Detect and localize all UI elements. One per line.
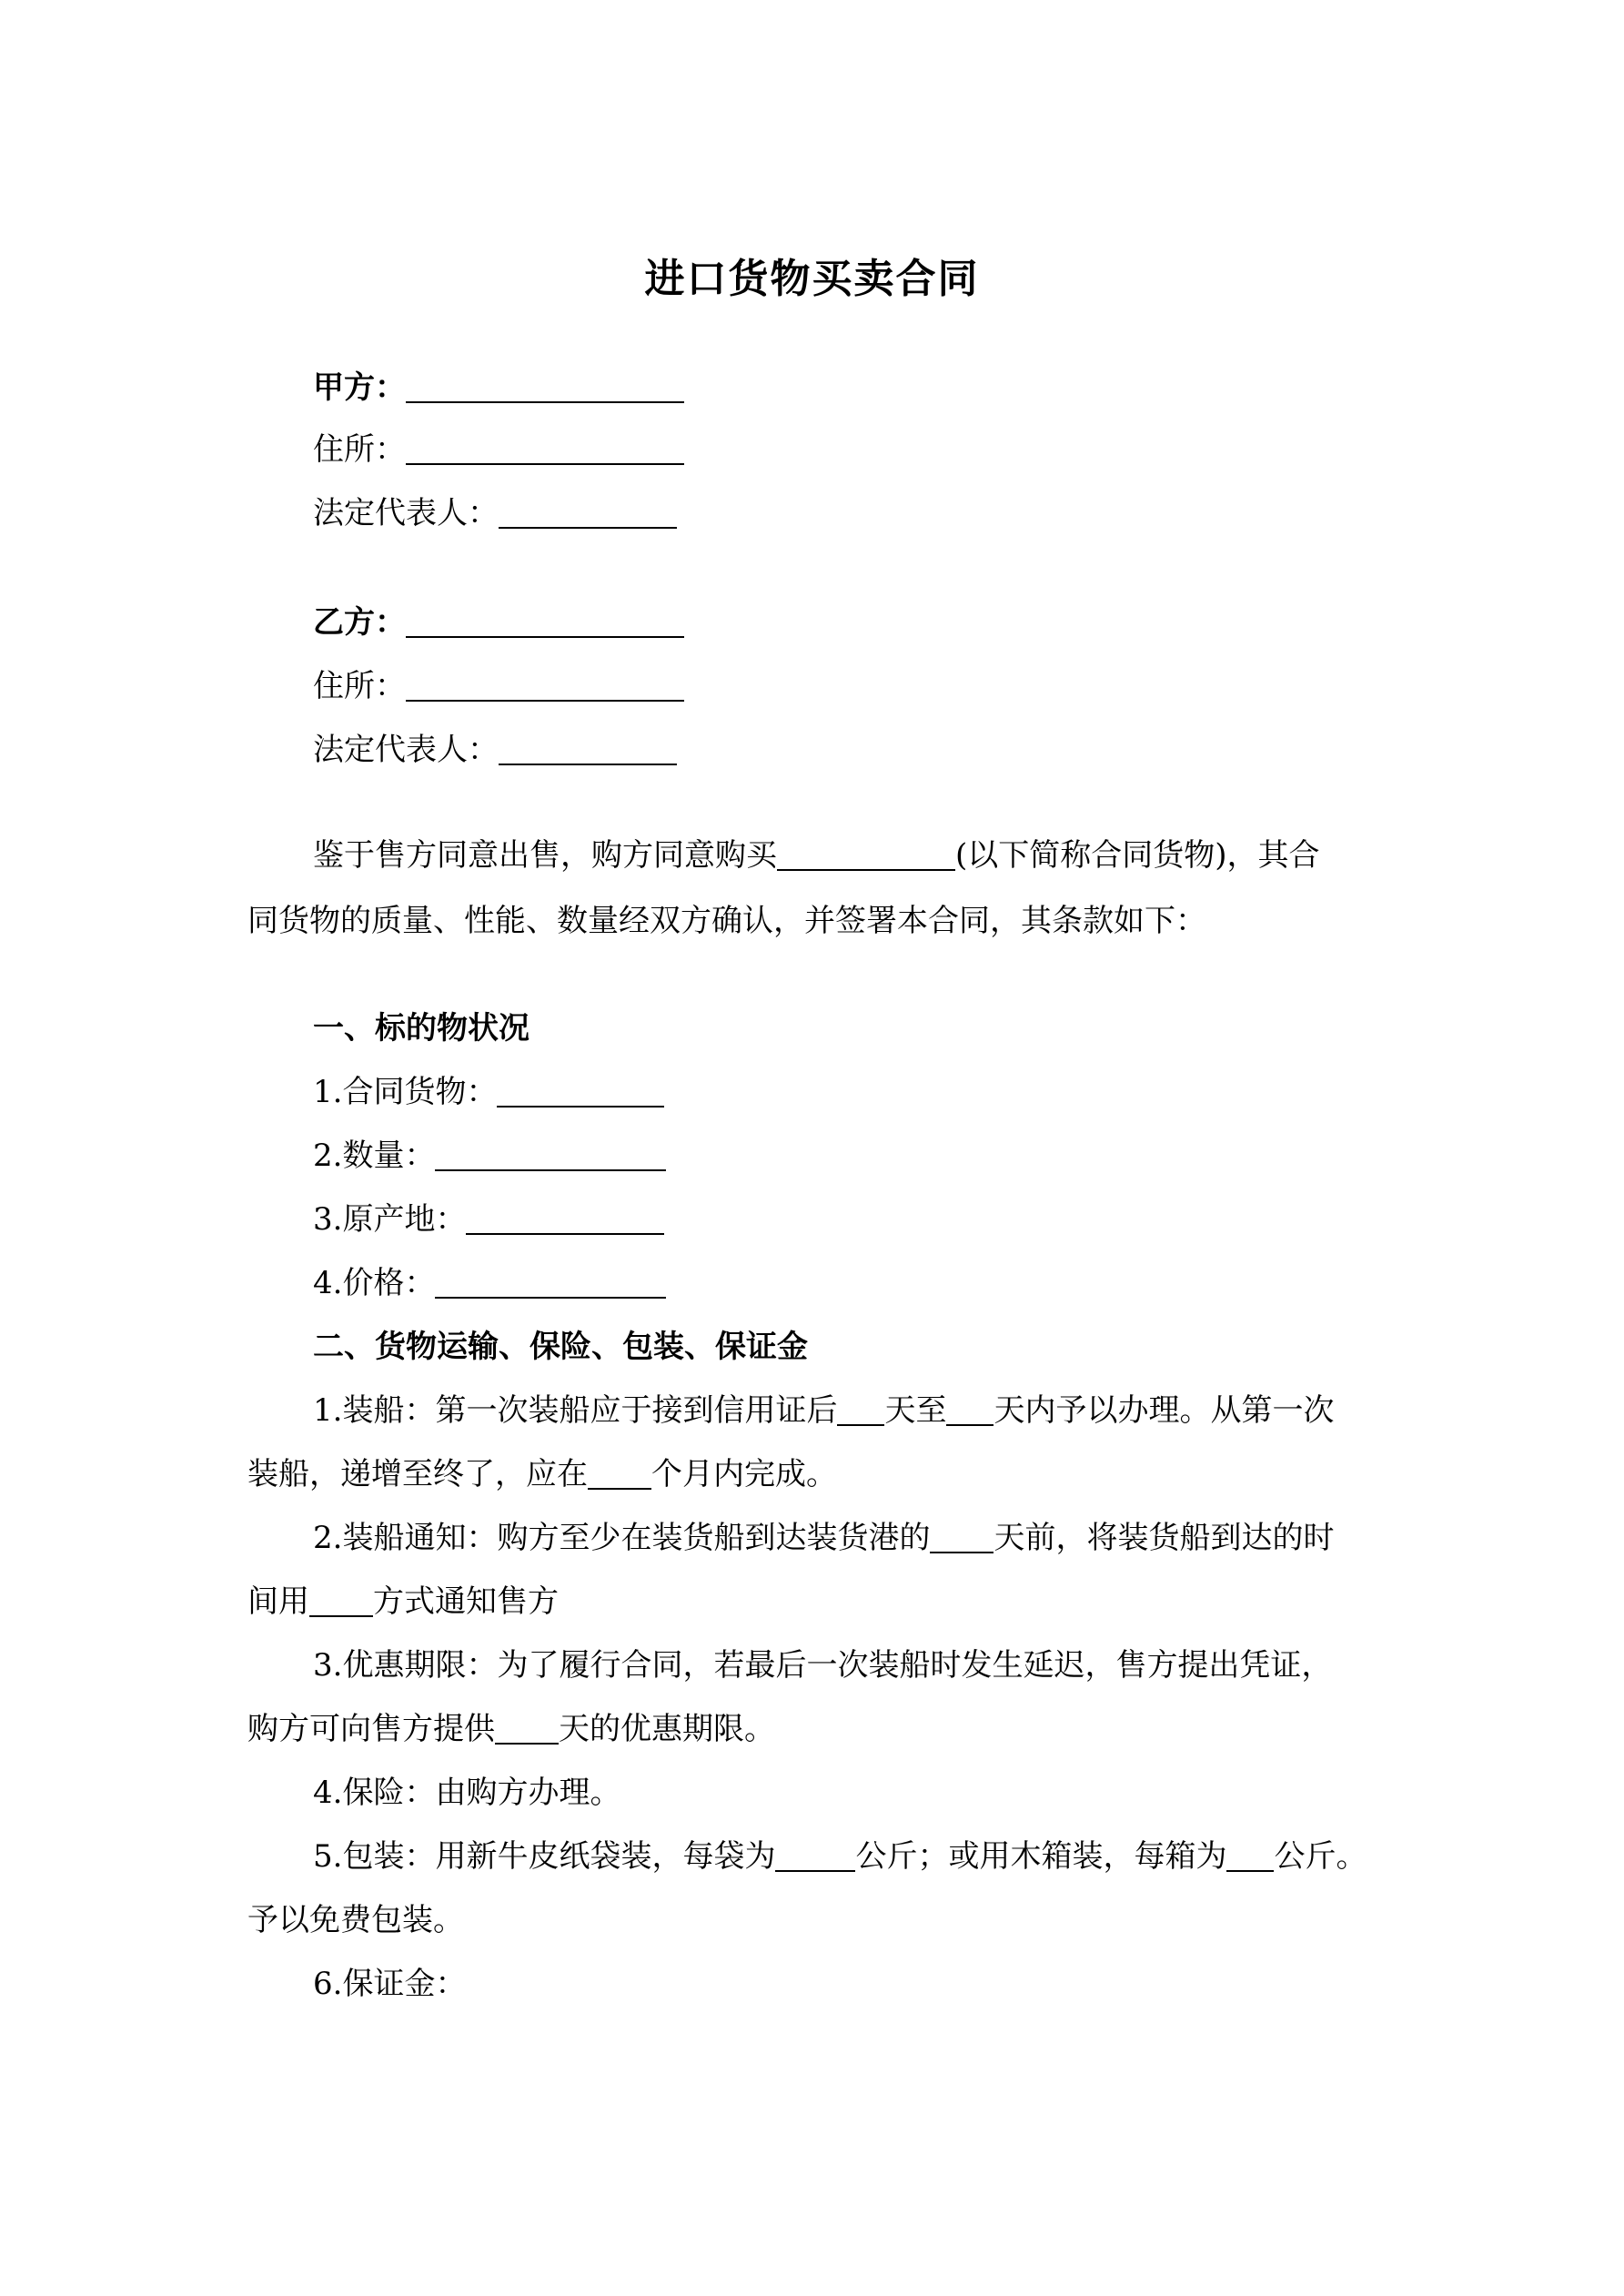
party-b-rep-blank[interactable] — [499, 733, 677, 765]
party-a-address-blank[interactable] — [406, 432, 684, 465]
shipping-item-line2 — [247, 1452, 837, 1496]
section1-item-price-label: 4.价格： — [313, 1265, 436, 1301]
packing-text-c: 公斤。 — [1274, 1838, 1367, 1875]
party-a-rep-line — [313, 491, 677, 535]
section1-item-goods — [313, 1070, 664, 1114]
party-b-address-line — [313, 664, 684, 708]
section1-heading: 一、标的物状况 — [313, 1010, 530, 1047]
shipping-days-from-blank[interactable] — [837, 1393, 884, 1426]
quantity-blank[interactable] — [435, 1138, 666, 1171]
origin-blank[interactable] — [466, 1202, 664, 1235]
party-a-address-label: 住所： — [313, 431, 406, 468]
section1-item-price — [313, 1261, 666, 1305]
shipping-text-e: 个月内完成。 — [651, 1456, 837, 1492]
preamble-part1: 鉴于售方同意出售，购方同意购买 — [313, 837, 777, 874]
preamble-goods-blank[interactable] — [777, 838, 955, 871]
preamble-paragraph — [247, 823, 1385, 888]
document-title: 进口货物买卖合同 — [644, 256, 980, 302]
packing-text-a: 5.包装：用新牛皮纸袋装，每袋为 — [313, 1838, 776, 1875]
party-b-address-blank[interactable] — [406, 669, 684, 702]
shipping-days-to-blank[interactable] — [946, 1393, 994, 1426]
section2-heading: 二、货物运输、保险、包装、保证金 — [313, 1329, 808, 1365]
party-b-name-blank[interactable] — [406, 605, 684, 638]
party-a-name-blank[interactable] — [406, 370, 684, 403]
shipping-text-a: 1.装船：第一次装船应于接到信用证后 — [313, 1392, 838, 1429]
insurance-item: 4.保险：由购方办理。 — [313, 1775, 621, 1811]
notice-text-c: 间用 — [247, 1583, 309, 1620]
notice-item-line1 — [313, 1516, 1334, 1560]
shipping-text-c: 天内予以办理。从第一次 — [994, 1392, 1335, 1429]
packing-item-line1 — [313, 1835, 1367, 1878]
packing-box-weight-blank[interactable] — [1226, 1839, 1274, 1872]
party-b-rep-line — [313, 728, 677, 772]
party-a-address-line — [313, 428, 684, 471]
grace-item-line2 — [247, 1707, 775, 1751]
party-b-address-label: 住所： — [313, 668, 406, 704]
packing-text-b: 公斤；或用木箱装，每箱为 — [855, 1838, 1227, 1875]
goods-blank[interactable] — [497, 1075, 664, 1108]
grace-days-blank[interactable] — [495, 1712, 559, 1745]
preamble-line2: 同货物的质量、性能、数量经双方确认，并签署本合同，其条款如下： — [247, 903, 1206, 939]
party-a-line — [313, 366, 684, 410]
preamble-part2: (以下简称合同货物)，其合 — [955, 837, 1320, 874]
shipping-text-d: 装船，递增至终了，应在 — [247, 1456, 588, 1492]
party-a-rep-label: 法定代表人： — [313, 495, 499, 531]
notice-method-blank[interactable] — [309, 1584, 373, 1617]
grace-text-c: 天的优惠期限。 — [559, 1711, 775, 1747]
notice-text-a: 2.装船通知：购方至少在装货船到达装货港的 — [313, 1520, 931, 1556]
grace-text-b: 购方可向售方提供 — [247, 1711, 495, 1747]
notice-text-b: 天前，将装货船到达的时 — [994, 1520, 1335, 1556]
section1-item-quantity-label: 2.数量： — [313, 1138, 436, 1174]
section1-item-origin — [313, 1198, 664, 1241]
section1-item-goods-label: 1.合同货物： — [313, 1074, 498, 1110]
packing-item-line2: 予以免费包装。 — [247, 1902, 464, 1938]
party-a-label: 甲方： — [313, 369, 406, 406]
price-blank[interactable] — [435, 1266, 666, 1299]
party-b-line — [313, 601, 684, 644]
shipping-item-line1 — [313, 1389, 1334, 1432]
notice-text-d: 方式通知售方 — [373, 1583, 559, 1620]
shipping-months-blank[interactable] — [588, 1457, 651, 1490]
notice-item-line2 — [247, 1580, 559, 1623]
grace-item-line1: 3.优惠期限：为了履行合同，若最后一次装船时发生延迟，售方提出凭证， — [313, 1647, 1333, 1684]
notice-days-blank[interactable] — [930, 1521, 994, 1553]
deposit-item: 6.保证金： — [313, 1966, 467, 2002]
section1-item-origin-label: 3.原产地： — [313, 1201, 467, 1238]
party-a-rep-blank[interactable] — [499, 496, 677, 529]
party-b-rep-label: 法定代表人： — [313, 732, 499, 768]
party-b-label: 乙方： — [313, 604, 406, 641]
shipping-text-b: 天至 — [884, 1392, 947, 1429]
packing-bag-weight-blank[interactable] — [775, 1839, 855, 1872]
section1-item-quantity — [313, 1134, 666, 1178]
